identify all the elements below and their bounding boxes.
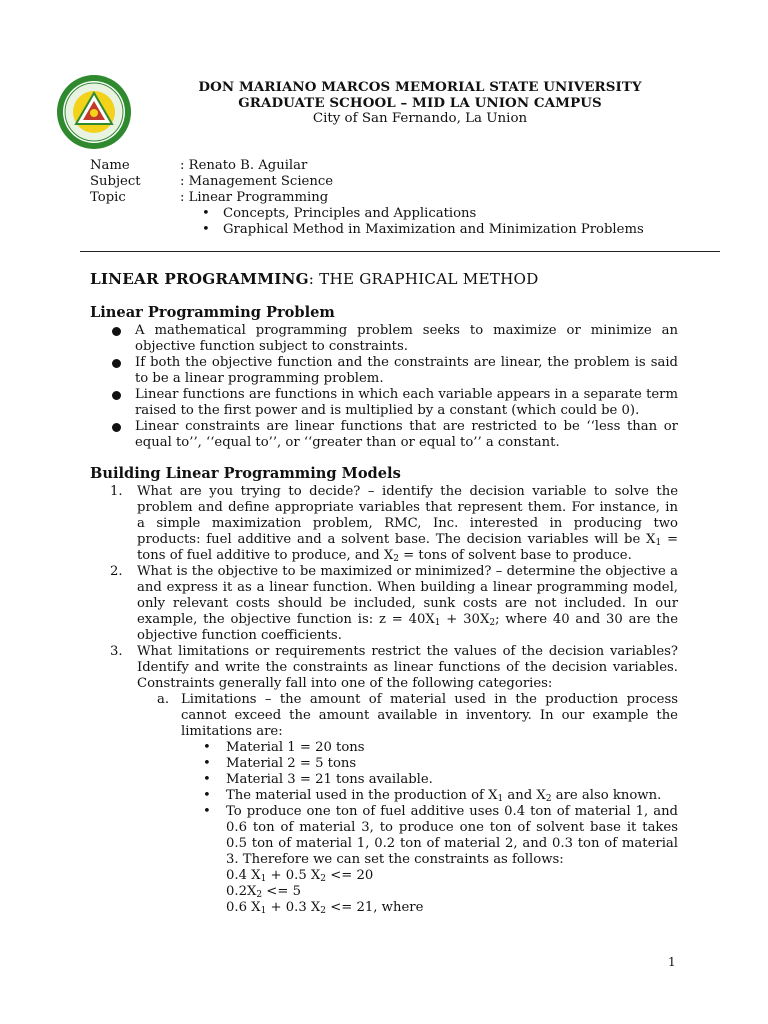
constraint-equation: 0.4 $X_1 + 0.5$ $X_2 <= 20$	[226, 868, 374, 884]
bullet-dot	[112, 423, 121, 432]
bullet-dot	[112, 327, 121, 336]
document-title: LINEAR PROGRAMMING: THE GRAPHICAL METHOD	[90, 270, 539, 288]
section-heading-building-models: Building Linear Programming Models	[90, 465, 401, 482]
constraint-equation: 0.6 $X_1 + 0.3$ $X_2 <= 21$, where	[226, 900, 424, 916]
list-item: • Material 3 = 21 tons available.	[203, 772, 678, 788]
list-item: Linear constraints are linear functions that are restricted to be ‘‘less than or equal to’’, ‘‘equal to’’, or ‘‘greater than or equal to’’ a constant.	[110, 419, 678, 451]
list-item: Linear functions are functions in which each variable appears in a separate term raised to the first power and is multiplied by a constant (which could be 0).	[110, 387, 678, 419]
material-list	[181, 740, 678, 916]
list-item: • Material 1 = 20 tons	[203, 740, 678, 756]
list-item: 2. What is the objective to be maximized or minimized? – determine the objective a and express it as a linear function. When building a linear programming model, only relevant costs should be included, sunk costs are not included. In our example, the objective function is: $z = 40X_1 + 30X_2$; where 40 and 30 are the objective function coefficients.	[110, 564, 678, 643]
section-heading-lp-problem: Linear Programming Problem	[90, 304, 335, 321]
page-number: 1	[668, 955, 676, 969]
bullet-dot	[112, 359, 121, 368]
list-item: a. Limitations – the amount of material used in the production process cannot exceed the amount available in inventory. In our example the limitations are: • Material 1 = 20 tons • Material 2 = 5 tons • Material 3 = 21 tons available. • The material used in the production of $X_1$ and $X_2$ are also known. • To produce one ton of fuel additive uses 0.4 ton of material 1, and 0.6 ton of material 3, to produce one ton of solvent base it takes 0.5 ton of material 1, 0.2 ton of material 2, and 0.3 ton of material 3. Therefore we can set the constraints as follows: 0.4 $X_1 + 0.5$ $X_2 <= 20$ $0.2X_2 <= 5$ 0.6 $X_1 + 0.3$ $X_2 <= 21$, where	[157, 692, 678, 916]
horizontal-divider	[80, 251, 720, 252]
topic-label: Topic	[90, 190, 126, 205]
constraint-categories	[137, 692, 678, 916]
list-item: • Material 2 = 5 tons	[203, 756, 678, 772]
list-item: A mathematical programming problem seeks to maximize or minimize an objective function subject to constraints.	[110, 323, 678, 355]
list-item: 3. What limitations or requirements restrict the values of the decision variables? Identify and write the constraints as linear functions of the decision variables. Constraints generally fall into one of the following categories: a. Limitations – the amount of material used in the production process cannot exceed the amount available in inventory. In our example the limitations are: • Material 1 = 20 tons • Material 2 = 5 tons • Material 3 = 21 tons available. • The material used in the production of $X_1$ and $X_2$ are also known. • To produce one ton of fuel additive uses 0.4 ton of material 1, and 0.6 ton of material 3, to produce one ton of solvent base it takes 0.5 ton of material 1, 0.2 ton of material 2, and 0.3 ton of material 3. Therefore we can set the constraints as follows: 0.4 $X_1 + 0.5$ $X_2 <= 20$ $0.2X_2 <= 5$ 0.6 $X_1 + 0.3$ $X_2 <= 21$, where	[110, 644, 678, 916]
model-steps-list	[110, 484, 678, 916]
subtopic-item: • Concepts, Principles and Applications	[202, 206, 690, 222]
lp-problem-bullets	[110, 323, 678, 451]
university-name: DON MARIANO MARCOS MEMORIAL STATE UNIVERSITY	[198, 79, 642, 95]
bullet-dot	[112, 391, 121, 400]
list-item: If both the objective function and the constraints are linear, the problem is said to be a linear programming problem.	[110, 355, 678, 387]
meta-name-row	[90, 158, 690, 174]
subject-value: : Management Science	[180, 174, 334, 189]
name-value: : Renato B. Aguilar	[180, 158, 308, 173]
campus-city: City of San Fernando, La Union	[312, 111, 528, 126]
school-name: GRADUATE SCHOOL – MID LA UNION CAMPUS	[238, 95, 602, 111]
topic-value: : Linear Programming	[180, 190, 329, 205]
list-item: • The material used in the production of $X_1$ and $X_2$ are also known.	[203, 788, 678, 804]
name-label: Name	[90, 158, 130, 173]
subtopic-list	[90, 206, 690, 238]
subtopic-item: • Graphical Method in Maximization and Minimization Problems	[202, 222, 690, 238]
document-meta	[90, 158, 690, 238]
list-item: • To produce one ton of fuel additive uses 0.4 ton of material 1, and 0.6 ton of material 3, to produce one ton of solvent base it takes 0.5 ton of material 1, 0.2 ton of material 2, and 0.3 ton of material 3. Therefore we can set the constraints as follows: 0.4 $X_1 + 0.5$ $X_2 <= 20$ $0.2X_2 <= 5$ 0.6 $X_1 + 0.3$ $X_2 <= 21$, where	[203, 804, 678, 916]
subject-label: Subject	[90, 174, 141, 189]
list-item: 1. What are you trying to decide? – identify the decision variable to solve the problem and define appropriate variables that represent them. For instance, in a simple maximization problem, RMC, Inc. interested in producing two products: fuel additive and a solvent base. The decision variables will be $X_1$ = tons of fuel additive to produce, and $X_2$ = tons of solvent base to produce.	[110, 484, 679, 564]
university-seal-logo	[56, 74, 132, 150]
meta-subject-row	[90, 174, 690, 190]
meta-topic-row	[90, 190, 690, 206]
constraint-equation: $0.2X_2 <= 5$	[226, 884, 301, 900]
university-header	[140, 79, 700, 127]
